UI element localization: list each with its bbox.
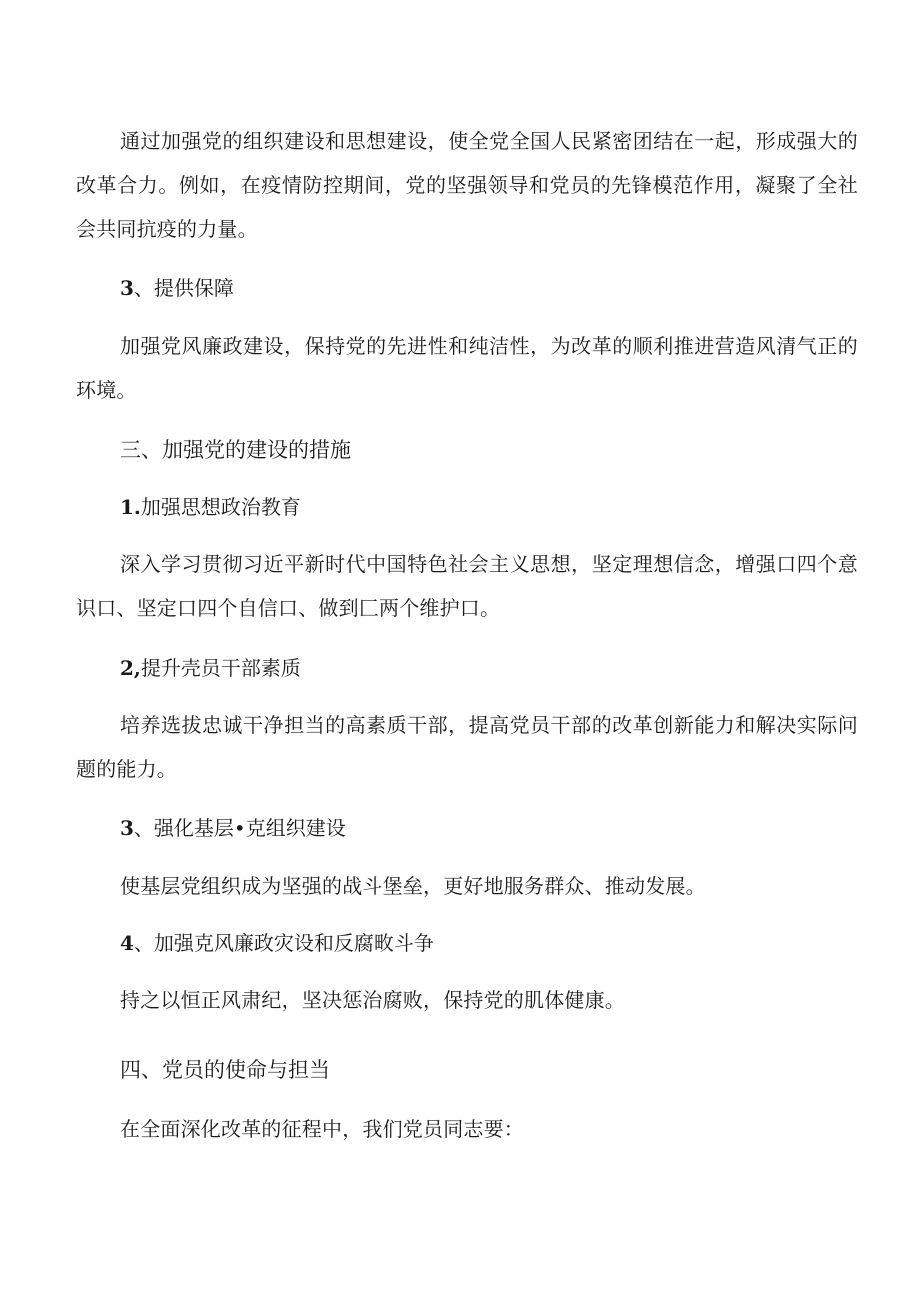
subheading-text: 、加强克风廉政灾设和反腐畋斗争 <box>133 931 434 955</box>
subheading-anti-corruption <box>76 928 902 958</box>
subheading-text: 提升壳员干部素质 <box>140 656 301 680</box>
section-heading-measures: 三、加强党的建设的措施 <box>120 438 351 462</box>
paragraph-grassroots-fortress: 使基层党组织成为坚强的战斗堡垒，更好地服务群众、推动发展。 <box>120 874 706 898</box>
subheading-text: 、提供保障 <box>133 276 234 300</box>
subheading-ideological-education <box>76 492 902 522</box>
subheading-number: 3 <box>120 816 134 840</box>
section-heading-mission: 四、党员的使命与担当 <box>120 1058 330 1082</box>
subheading-text: 、强化基层•克组织建设 <box>133 816 346 840</box>
subheading-grassroots <box>76 813 902 843</box>
paragraph-party-members: 在全面深化改革的征程中，我们党员同志要： <box>120 1117 524 1141</box>
paragraph-discipline: 持之以恒正风肃纪，坚决惩治腐败，保持党的肌体健康。 <box>120 988 625 1012</box>
paragraph-clean-governance: 加强党风廉政建设，保持党的先进性和纯洁性，为改革的顺利推进营造风清气正的环境。 <box>76 334 858 402</box>
subheading-cadre-quality <box>76 653 902 683</box>
paragraph-cadre-training: 培养选拔忠诚干净担当的高素质干部，提高党员干部的改革创新能力和解决实际问题的能力。 <box>76 713 858 781</box>
paragraph-study-thought: 深入学习贯彻习近平新时代中国特色社会主义思想，坚定理想信念，增强口四个意识口、坚定口四个自信口、做到匚两个维护口。 <box>76 552 858 620</box>
subheading-provide-guarantee <box>76 273 902 303</box>
subheading-number: 4 <box>120 931 134 955</box>
subheading-number: 3 <box>120 276 134 300</box>
subheading-number: 1. <box>120 495 141 519</box>
subheading-text: 加强思想政治教育 <box>140 495 301 519</box>
subheading-number: 2, <box>120 656 141 680</box>
paragraph-party-unity: 通过加强党的组织建设和思想建设，使全党全国人民紧密团结在一起，形成强大的改革合力。例如，在疫情防控期间，党的坚强领导和党员的先锋模范作用，凝聚了全社会共同抗疫的力量。 <box>76 129 858 241</box>
